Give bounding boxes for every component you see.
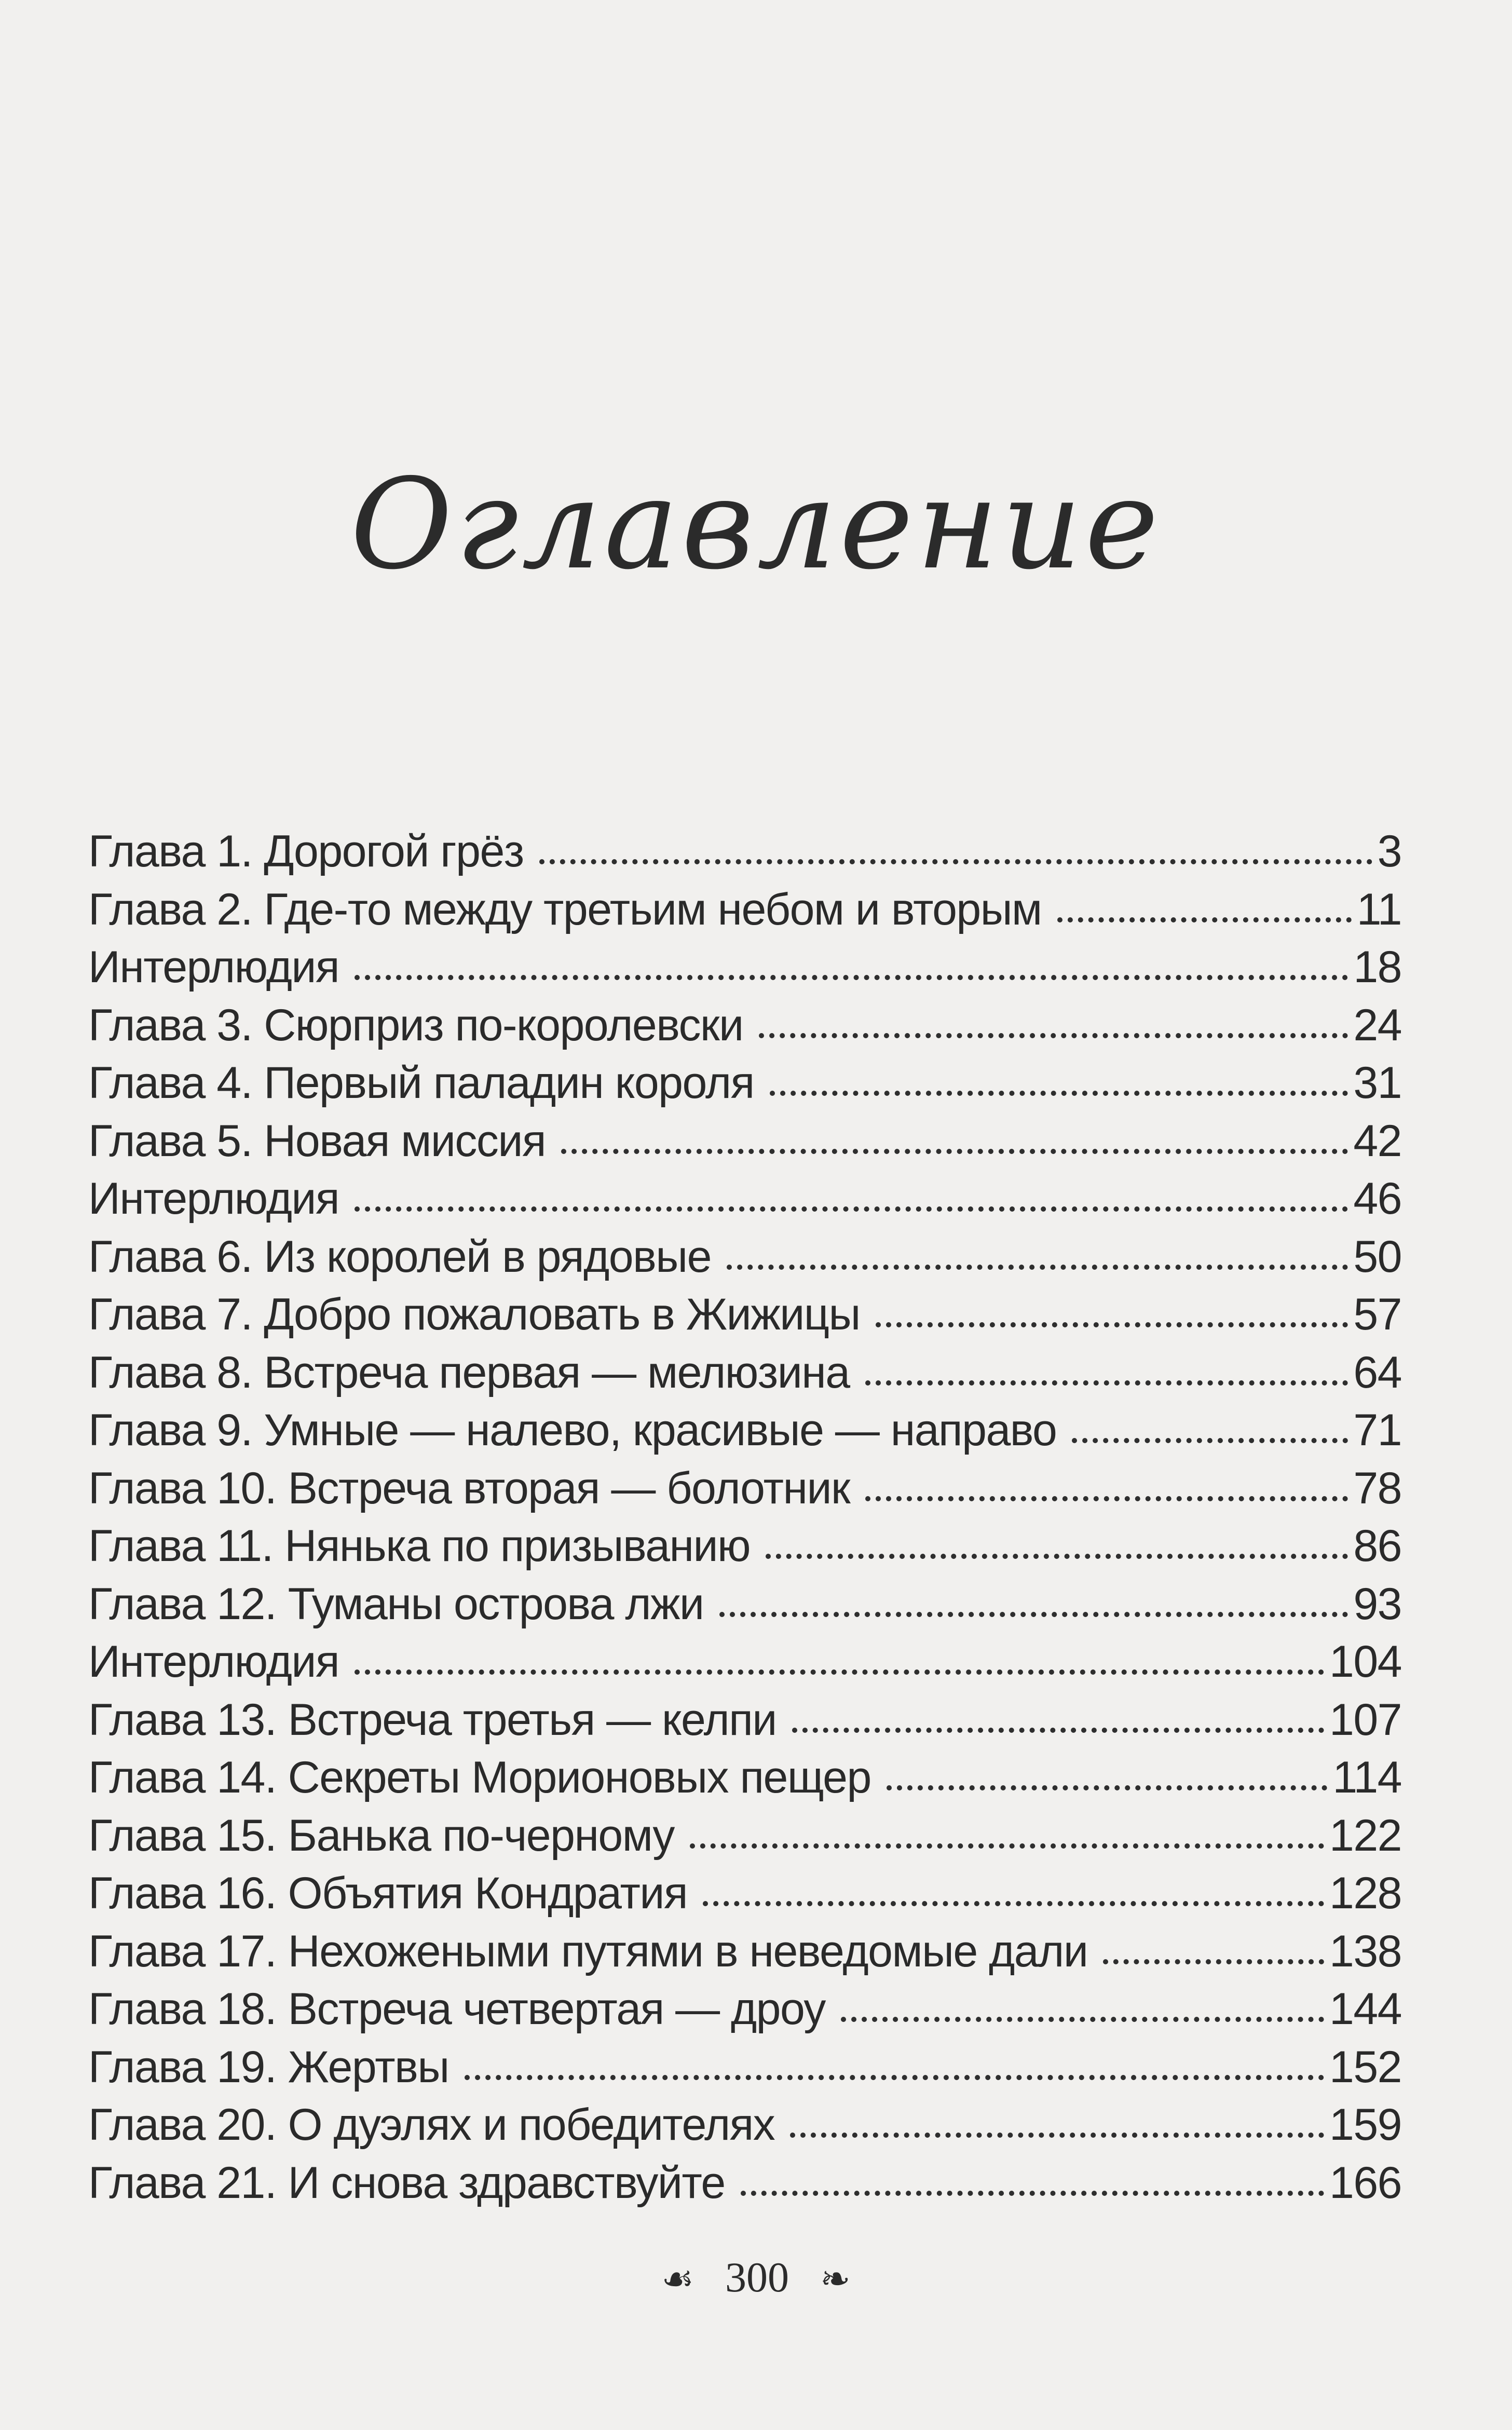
toc-entry-title: Глава 13. Встреча третья — келпи [88,1694,777,1745]
table-of-contents [88,823,1401,2212]
dot-leader [759,1033,1348,1038]
toc-entry-page: 71 [1353,1405,1401,1455]
toc-entry-page: 93 [1353,1579,1401,1629]
dot-leader [841,2017,1324,2022]
toc-entry-page: 24 [1353,1000,1401,1050]
dot-leader [465,2075,1324,2080]
toc-entry [88,1923,1401,1981]
dot-leader [766,1554,1348,1559]
toc-entry [88,1691,1401,1749]
page-title: Оглавление [350,452,1162,597]
toc-entry-page: 159 [1329,2100,1401,2150]
toc-entry-page: 144 [1329,1984,1401,2034]
toc-entry-page: 104 [1329,1637,1401,1687]
toc-entry-title: Глава 20. О дуэлях и победителях [88,2100,775,2150]
toc-entry-title: Интерлюдия [88,942,339,992]
toc-entry-title: Интерлюдия [88,1174,339,1224]
toc-entry-page: 152 [1329,2042,1401,2092]
dot-leader [539,859,1372,864]
toc-entry-page: 107 [1329,1694,1401,1745]
right-flourish-icon: ❧ [820,2260,851,2300]
toc-entry-title: Глава 9. Умные — налево, красивые — направо [88,1405,1057,1455]
dot-leader [1072,1438,1348,1443]
dot-leader [1103,1959,1324,1964]
toc-entry-page: 86 [1353,1521,1401,1571]
toc-entry-title: Глава 16. Объятия Кондратия [88,1868,688,1918]
toc-entry-page: 138 [1329,1926,1401,1976]
dot-leader [561,1149,1348,1154]
toc-entry [88,1170,1401,1228]
toc-entry-title: Глава 17. Нехожеными путями в неведомые дали [88,1926,1088,1976]
toc-entry [88,1807,1401,1865]
toc-entry-page: 18 [1353,942,1401,992]
toc-entry [88,881,1401,939]
toc-entry [88,1344,1401,1402]
toc-entry-title: Глава 14. Секреты Морионовых пещер [88,1753,871,1802]
toc-entry-title: Глава 7. Добро пожаловать в Жижицы [88,1289,860,1339]
toc-entry-page: 78 [1353,1463,1401,1513]
left-flourish-icon: ☙ [661,2260,694,2300]
toc-entry-title: Глава 10. Встреча вторая — болотник [88,1463,850,1513]
toc-entry-title: Глава 3. Сюрприз по-королевски [88,1000,743,1050]
toc-entry-page: 11 [1356,884,1401,934]
toc-entry-page: 42 [1353,1116,1401,1166]
toc-entry [88,2039,1401,2097]
toc-entry [88,823,1401,881]
toc-entry-page: 64 [1353,1347,1401,1397]
dot-leader [719,1612,1348,1617]
toc-entry-title: Глава 11. Нянька по призыванию [88,1521,751,1571]
toc-entry [88,1749,1401,1807]
dot-leader [770,1091,1348,1096]
page-footer [0,2253,1512,2302]
toc-entry-title: Глава 15. Банька по-черному [88,1810,674,1861]
dot-leader [1057,917,1352,922]
toc-entry [88,2096,1401,2154]
toc-entry [88,2154,1401,2212]
page-number: 300 [725,2253,789,2301]
toc-entry [88,939,1401,997]
toc-entry-page: 128 [1329,1868,1401,1918]
toc-entry-page: 114 [1332,1753,1401,1802]
toc-entry [88,1402,1401,1460]
dot-leader [876,1322,1348,1327]
dot-leader [792,1728,1324,1733]
dot-leader [865,1380,1348,1386]
toc-entry [88,1576,1401,1634]
dot-leader [790,2133,1324,2138]
toc-entry [88,1460,1401,1518]
toc-entry-title: Глава 19. Жертвы [88,2042,449,2092]
dot-leader [355,1206,1348,1212]
toc-entry [88,1517,1401,1576]
toc-entry [88,1054,1401,1112]
toc-entry-title: Глава 2. Где-то между третьим небом и вторым [88,884,1042,934]
toc-entry-title: Глава 1. Дорогой грёз [88,826,524,876]
toc-entry [88,1633,1401,1691]
toc-entry-page: 166 [1329,2157,1401,2208]
dot-leader [741,2191,1324,2196]
toc-entry [88,1865,1401,1923]
toc-entry-title: Глава 6. Из королей в рядовые [88,1231,711,1282]
toc-entry [88,1286,1401,1344]
toc-entry-title: Глава 21. И снова здравствуйте [88,2157,725,2208]
toc-entry [88,1980,1401,2039]
dot-leader [355,1669,1324,1675]
toc-entry-title: Глава 12. Туманы острова лжи [88,1579,704,1629]
dot-leader [355,975,1348,980]
toc-entry-title: Глава 18. Встреча четвертая — дроу [88,1984,825,2034]
toc-entry [88,1112,1401,1171]
toc-entry-title: Глава 5. Новая миссия [88,1116,546,1166]
toc-entry [88,997,1401,1055]
toc-entry-page: 46 [1353,1174,1401,1224]
dot-leader [865,1496,1348,1501]
toc-entry-title: Интерлюдия [88,1637,339,1687]
toc-entry-page: 122 [1329,1810,1401,1861]
toc-entry-page: 57 [1353,1289,1401,1339]
dot-leader [690,1843,1324,1849]
dot-leader [887,1785,1328,1790]
toc-entry-page: 31 [1353,1058,1401,1108]
toc-entry [88,1228,1401,1286]
toc-entry-page: 50 [1353,1231,1401,1282]
toc-entry-title: Глава 8. Встреча первая — мелюзина [88,1347,850,1397]
dot-leader [727,1265,1348,1270]
toc-entry-page: 3 [1377,826,1401,876]
dot-leader [703,1901,1324,1906]
toc-entry-title: Глава 4. Первый паладин короля [88,1058,754,1108]
